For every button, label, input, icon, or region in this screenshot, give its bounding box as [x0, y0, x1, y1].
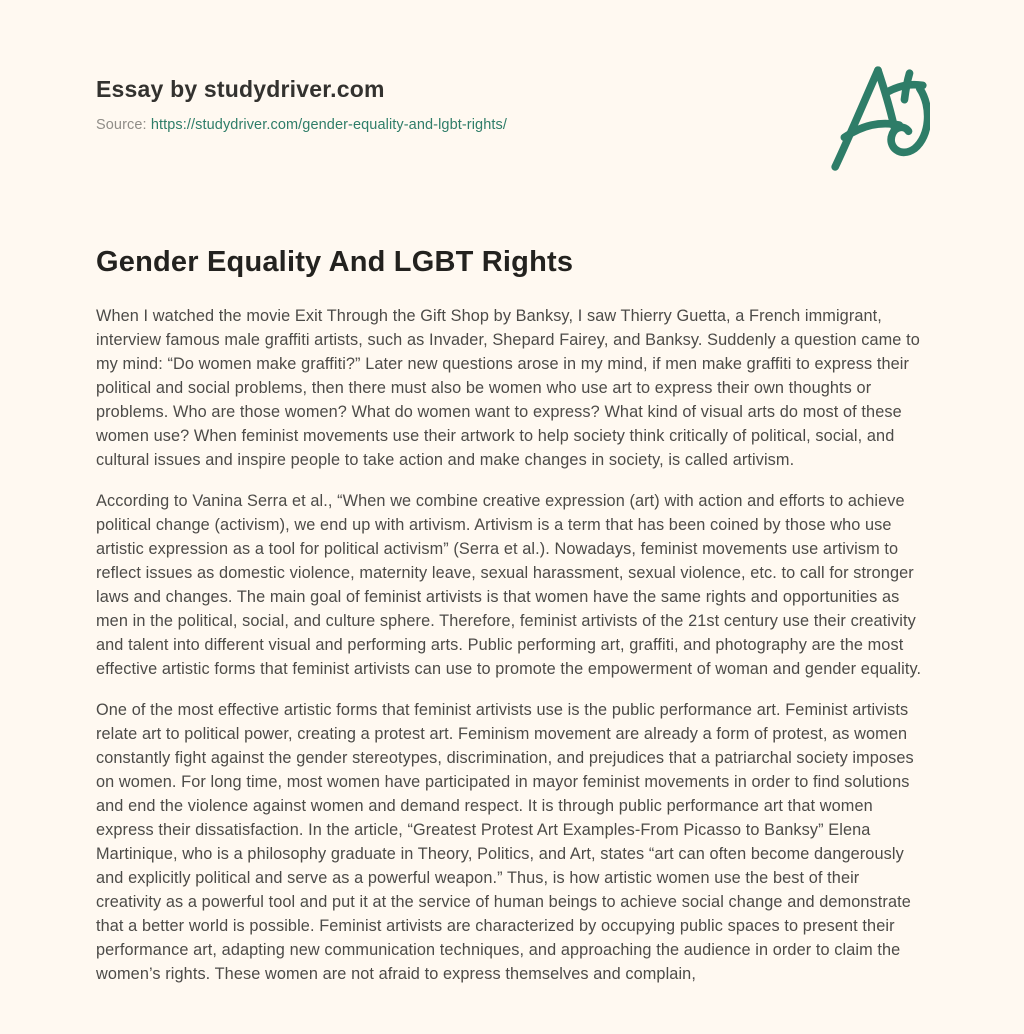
essay-paragraph-2: According to Vanina Serra et al., “When we combine creative expression (art) with action and efforts to achieve political change (activism), we end up with artivism. Artivism is a term that has been coined by those who use artistic expression as a tool for political activism” (Serra et al.). Nowadays, feminist movements use artivism to reflect issues as domestic violence, maternity leave, sexual harassment, sexual violence, etc. to call for stronger laws and changes. The main goal of feminist artivists is that women have the same rights and opportunities as men in the political, social, and culture sphere. Therefore, feminist artivists of the 21st century use their creativity and talent into different visual and performing arts. Public performing art, graffiti, and photography are the most effective artistic forms that feminist artivists can use to promote the empowerment of woman and gender equality.: [96, 492, 922, 678]
essay-source-heading: Essay by studydriver.com: [96, 76, 385, 102]
source-label: Source:: [96, 117, 147, 133]
source-line: [96, 117, 928, 133]
essay-paragraph-1: When I watched the movie Exit Through the Gift Shop by Banksy, I saw Thierry Guetta, a French immigrant, interview famous male graffiti artists, such as Invader, Shepard Fairey, and Banksy. Suddenly a question came to my mind: “Do women make graffiti?” Later new questions arose in my mind, if men make graffiti to express their political and social problems, then there must also be women who use art to express their own thoughts or problems. Who are those women? What do women want to express? What kind of visual arts do most of these women use? When feminist movements use their artwork to help society think critically of political, social, and cultural issues and inspire people to take action and make changes in society, is called artivism.: [96, 307, 920, 469]
essay-page: [96, 0, 928, 986]
a-plus-logo-icon: [830, 62, 930, 172]
source-url-link[interactable]: https://studydriver.com/gender-equality-and-lgbt-rights/: [150, 117, 507, 133]
page-header: [96, 76, 928, 133]
essay-body: [96, 304, 928, 986]
essay-paragraph-3: One of the most effective artistic forms that feminist artivists use is the public performance art. Feminist artivists relate art to political power, creating a protest art. Feminism movement are already a form of protest, as women constantly fight against the gender stereotypes, discrimination, and prejudices that a patriarchal society imposes on women. For long time, most women have participated in mayor feminist movements in order to find solutions and end the violence against women and demand respect. It is through public performance art that women express their dissatisfaction. In the article, “Greatest Protest Art Examples-From Picasso to Banksy” Elena Martinique, who is a philosophy graduate in Theory, Politics, and Art, states “art can often become dangerously and explicitly political and serve as a powerful weapon.” Thus, is how artistic women use the best of their creativity as a powerful tool and put it at the service of human beings to achieve social change and demonstrate that a better world is possible. Feminist artivists are characterized by occupying public spaces to present their performance art, adapting new communication techniques, and approaching the audience in order to claim the women’s rights. These women are not afraid to express themselves and complain,: [96, 701, 914, 983]
article-title: Gender Equality And LGBT Rights: [96, 246, 574, 278]
